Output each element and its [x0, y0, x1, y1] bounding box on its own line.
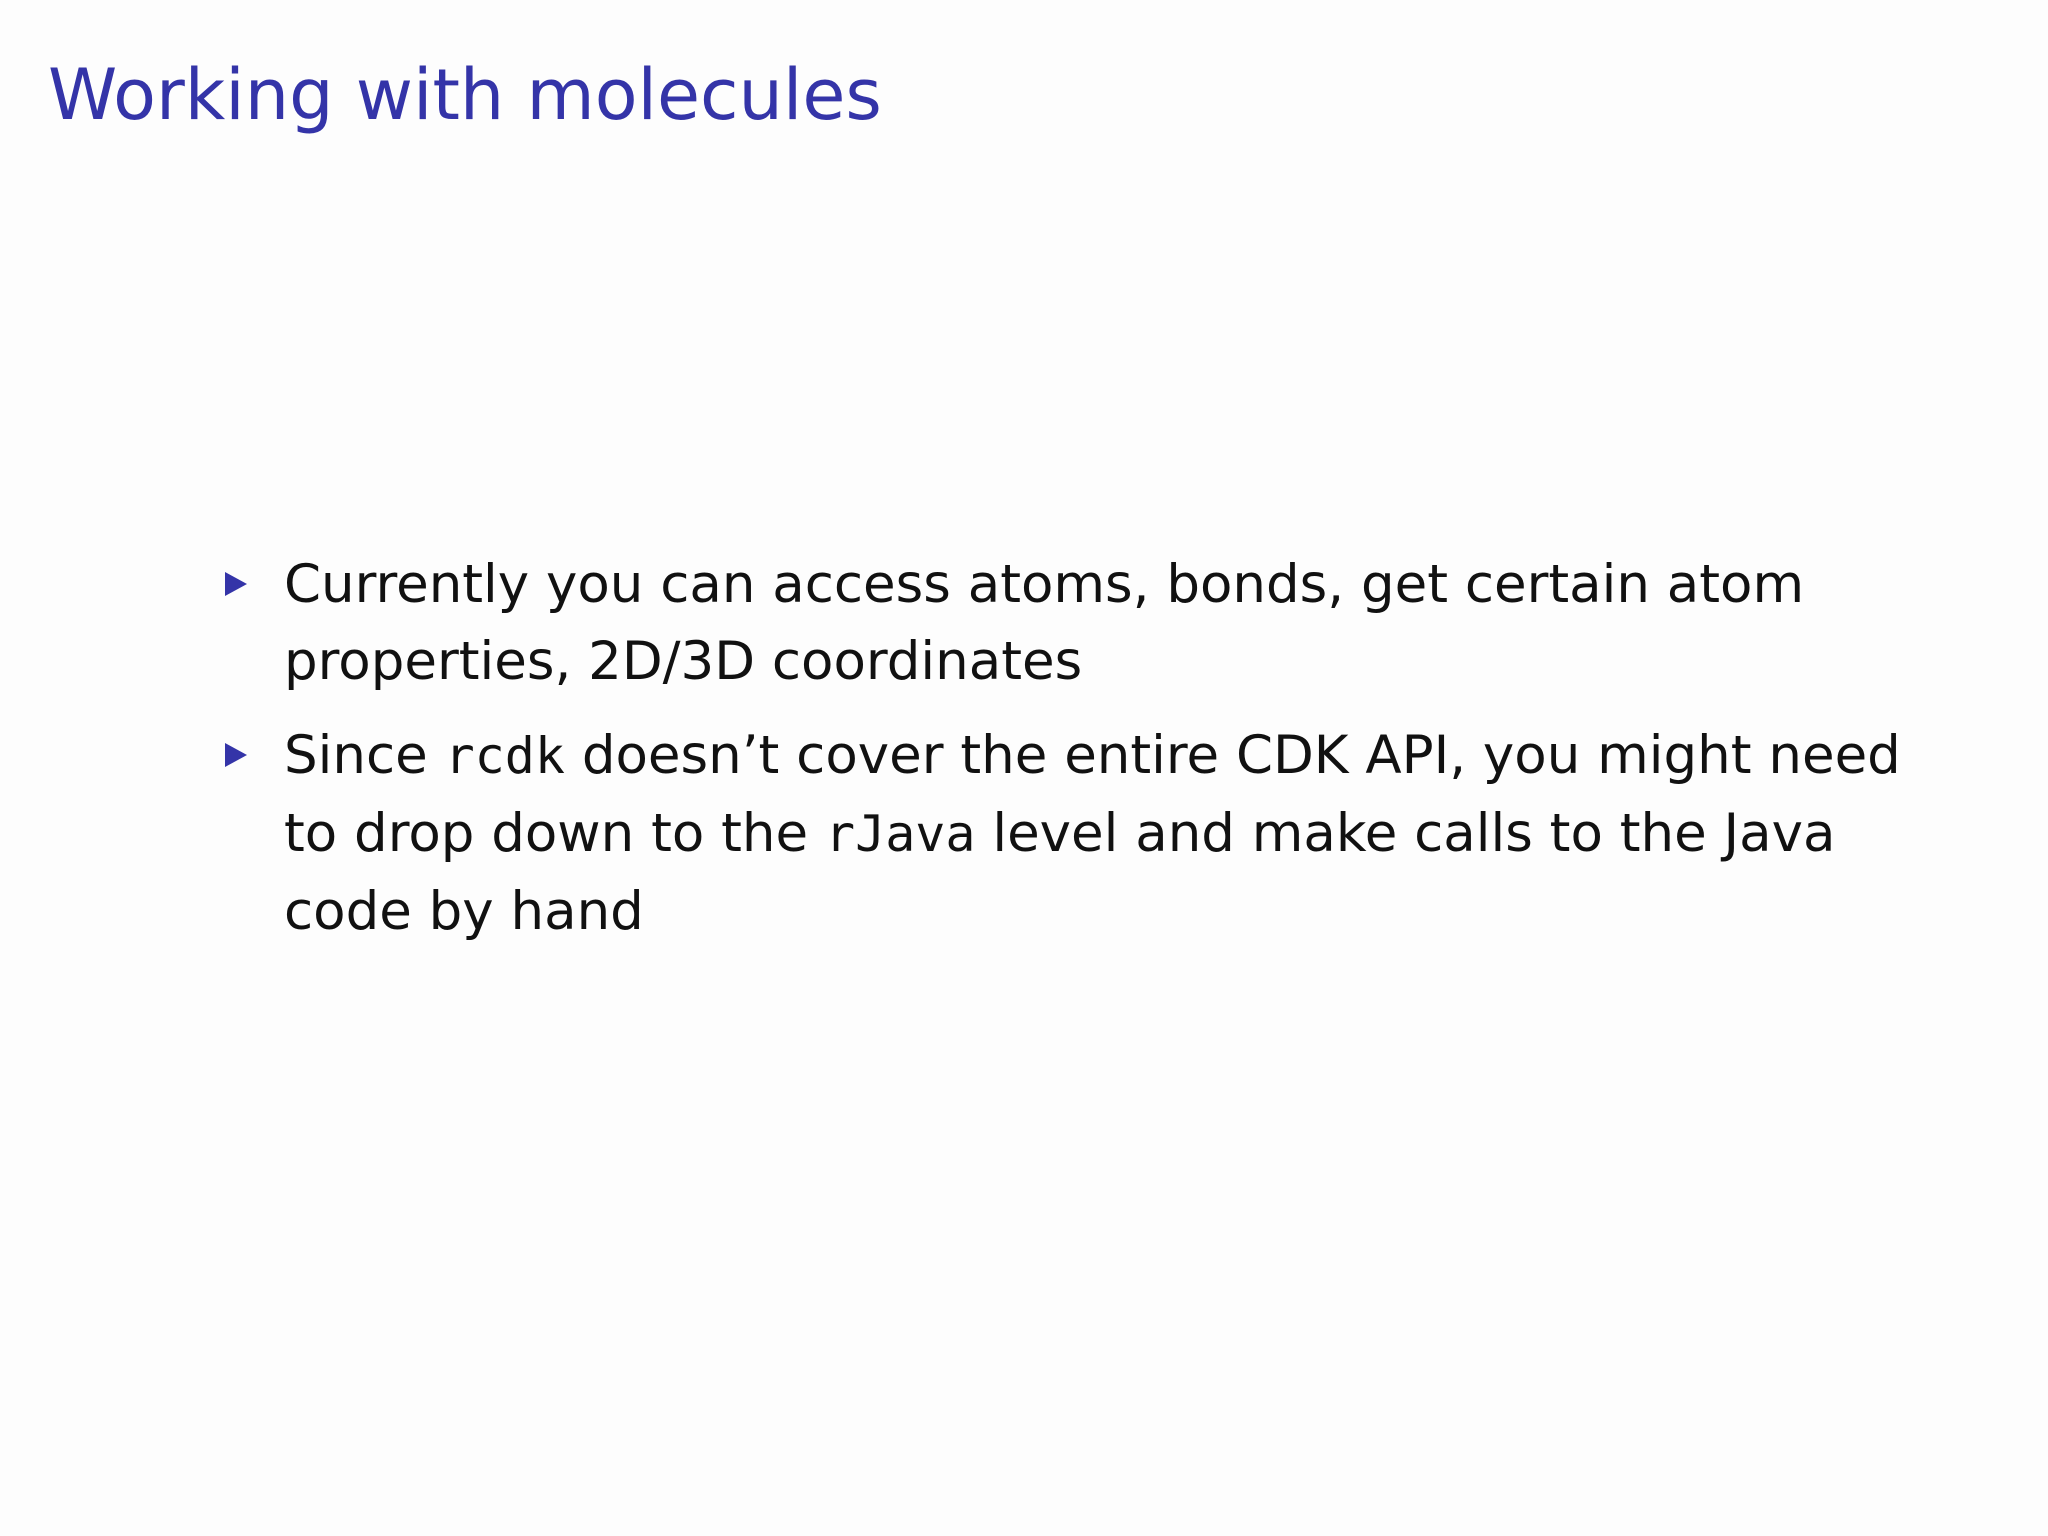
- bullet-item-rjava: [220, 717, 1920, 950]
- bullet-text-rjava: [284, 725, 1901, 942]
- bullet-text-segment: Since: [284, 725, 445, 786]
- triangle-right-icon: [225, 743, 247, 767]
- triangle-right-icon: [225, 572, 247, 596]
- rcdk-code-text: rcdk: [444, 727, 565, 785]
- rjava-code-text: rJava: [824, 805, 976, 863]
- bullet-list: [220, 546, 1920, 967]
- bullet-text-access-atoms: Currently you can access atoms, bonds, get certain atom properties, 2D/3D coordinates: [284, 554, 1805, 692]
- slide-title: Working with molecules: [48, 54, 882, 136]
- bullet-text-segment: level and make calls to the Java code by hand: [284, 803, 1836, 942]
- bullet-text-segment: doesn’t cover the entire CDK API, you might need to drop down to the: [284, 725, 1901, 864]
- bullet-item-access-atoms: [220, 546, 1920, 700]
